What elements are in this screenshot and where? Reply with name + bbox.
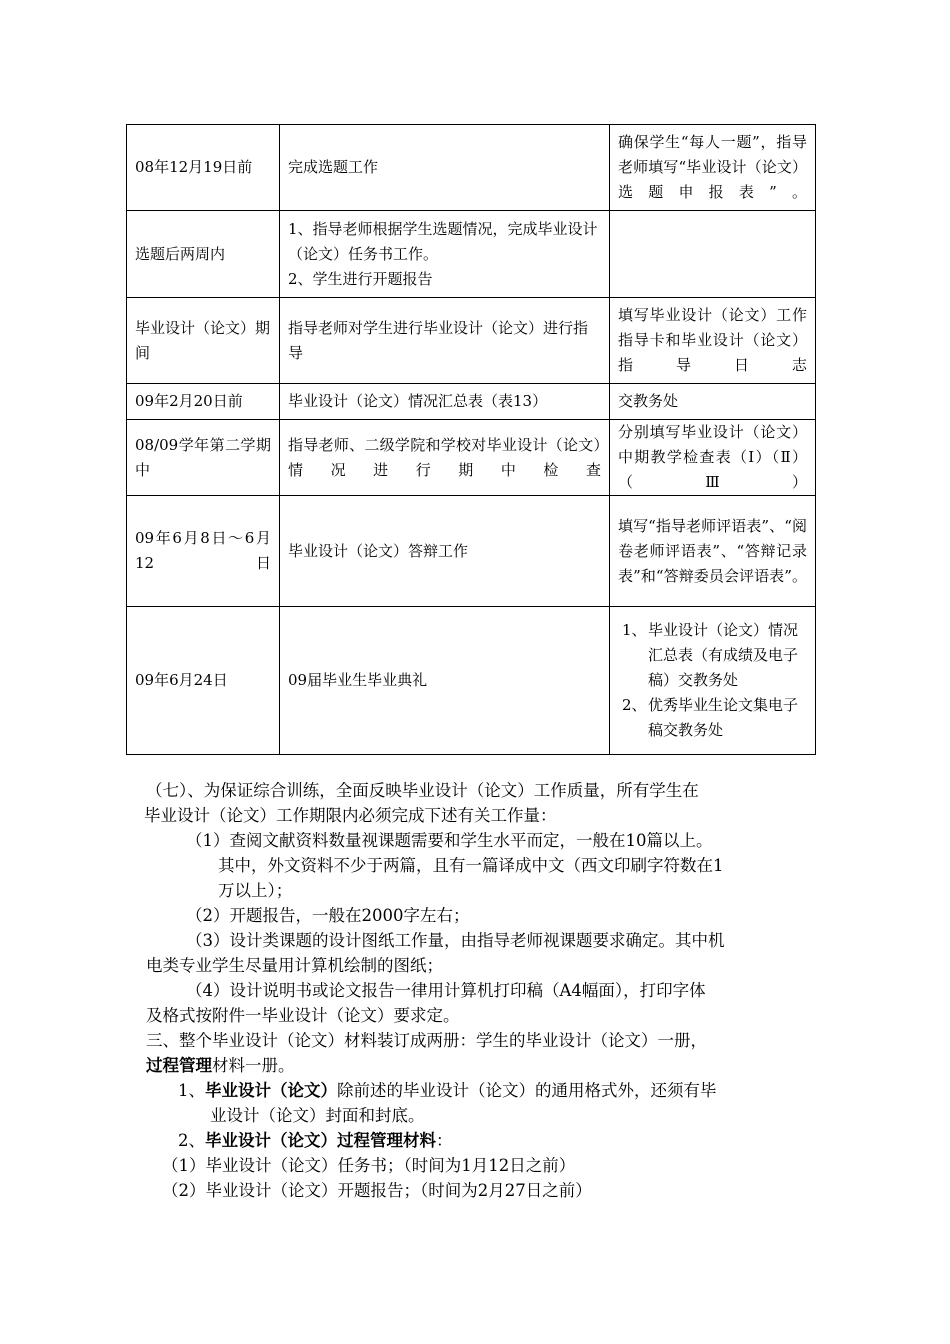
task-cell [280, 211, 610, 298]
paragraph-7-line: （七）、为保证综合训练，全面反映毕业设计（论文）工作质量，所有学生在 [146, 781, 699, 800]
table-row [127, 298, 816, 384]
note-cell: 填写毕业设计（论文）工作指导卡和毕业设计（论文）指导日志 [610, 298, 816, 384]
task-cell: 09届毕业生毕业典礼 [280, 607, 610, 755]
time-cell: 选题后两周内 [127, 211, 280, 298]
time-cell: 08/09学年第二学期中 [127, 420, 280, 496]
table-row [127, 125, 816, 211]
list-item [622, 618, 807, 693]
section-3-line: 三、整个毕业设计（论文）材料装订成两册：学生的毕业设计（论文）一册， [146, 1031, 707, 1050]
item-3-line: （3）设计类课题的设计图纸工作量，由指导老师视课题要求确定。其中机 [186, 931, 725, 950]
time-cell: 08年12月19日前 [127, 125, 280, 211]
task-cell: 毕业设计（论文）答辩工作 [280, 496, 610, 607]
item-3-line: 电类专业学生尽量用计算机绘制的图纸； [146, 956, 443, 975]
table-row [127, 496, 816, 607]
material-item: （1）毕业设计（论文）任务书；（时间为1月12日之前） [162, 1156, 576, 1175]
subsection-tail: ： [436, 1131, 453, 1150]
note-cell: 分别填写毕业设计（论文）中期教学检查表（Ⅰ）（Ⅱ）（Ⅲ） [610, 420, 816, 496]
material-item: （2）毕业设计（论文）开题报告；（时间为2月27日之前） [162, 1181, 592, 1200]
item-number: 2、 [622, 696, 647, 714]
time-cell: 毕业设计（论文）期间 [127, 298, 280, 384]
subsection-number: 1、 [178, 1081, 205, 1100]
item-2: （2）开题报告，一般在2000字左右； [186, 906, 470, 925]
section-3-line [146, 1053, 806, 1078]
bold-term: 过程管理 [146, 1056, 212, 1075]
subsection-1-line [178, 1078, 806, 1103]
task-line: 1、指导老师根据学生选题情况，完成毕业设计（论文）任务书工作。 [288, 219, 598, 263]
paragraph-7-line: 毕业设计（论文）工作期限内必须完成下述有关工作量： [144, 806, 557, 825]
item-4-line: 及格式按附件一毕业设计（论文）要求定。 [146, 1006, 460, 1025]
task-cell: 指导老师、二级学院和学校对毕业设计（论文）情况进行期中检查 [280, 420, 610, 496]
table-row [127, 607, 816, 755]
note-cell: 确保学生“每人一题”，指导老师填写“毕业设计（论文）选题申报表”。 [610, 125, 816, 211]
bold-term: 毕业设计（论文）过程管理材料 [205, 1131, 436, 1150]
subsection-text: 除前述的毕业设计（论文）的通用格式外，还须有毕 [337, 1081, 717, 1100]
time-cell: 09年6月24日 [127, 607, 280, 755]
subsection-1-line: 业设计（论文）封面和封底。 [210, 1106, 425, 1125]
item-text: 优秀毕业生论文集电子稿交教务处 [648, 696, 799, 739]
table-row [127, 420, 816, 496]
item-1-line: （1）查阅文献资料数量视课题需要和学生水平而定，一般在10篇以上。 [186, 831, 713, 850]
table-row [127, 384, 816, 420]
note-cell [610, 211, 816, 298]
item-text: 毕业设计（论文）情况汇总表（有成绩及电子稿）交教务处 [648, 621, 799, 689]
item-1-line: 万以上）； [218, 881, 293, 900]
table-row [127, 211, 816, 298]
subsection-number: 2、 [178, 1131, 205, 1150]
time-cell: 09年2月20日前 [127, 384, 280, 420]
note-list [618, 618, 807, 743]
task-cell: 完成选题工作 [280, 125, 610, 211]
task-line: 2、学生进行开题报告 [288, 269, 433, 288]
list-item [622, 693, 807, 743]
item-1-line: 其中，外文资料不少于两篇，且有一篇译成中文（西文印刷字符数在1 [218, 856, 724, 875]
note-cell: 填写“指导老师评语表”、“阅卷老师评语表”、“答辩记录表”和“答辩委员会评语表”。 [610, 496, 816, 607]
bold-term: 毕业设计（论文） [205, 1081, 337, 1100]
item-number: 1、 [622, 621, 647, 639]
body-text [146, 778, 806, 1203]
schedule-table [126, 124, 816, 755]
subsection-2-line [178, 1128, 806, 1153]
note-cell [610, 607, 816, 755]
time-cell: 09年6月8日～6月12日 [127, 496, 280, 607]
note-cell: 交教务处 [610, 384, 816, 420]
task-cell: 指导老师对学生进行毕业设计（论文）进行指导 [280, 298, 610, 384]
item-4-line: （4）设计说明书或论文报告一律用计算机打印稿（A4幅面），打印字体 [186, 981, 706, 1000]
section-3-tail: 材料一册。 [212, 1056, 295, 1075]
task-cell: 毕业设计（论文）情况汇总表（表13） [280, 384, 610, 420]
